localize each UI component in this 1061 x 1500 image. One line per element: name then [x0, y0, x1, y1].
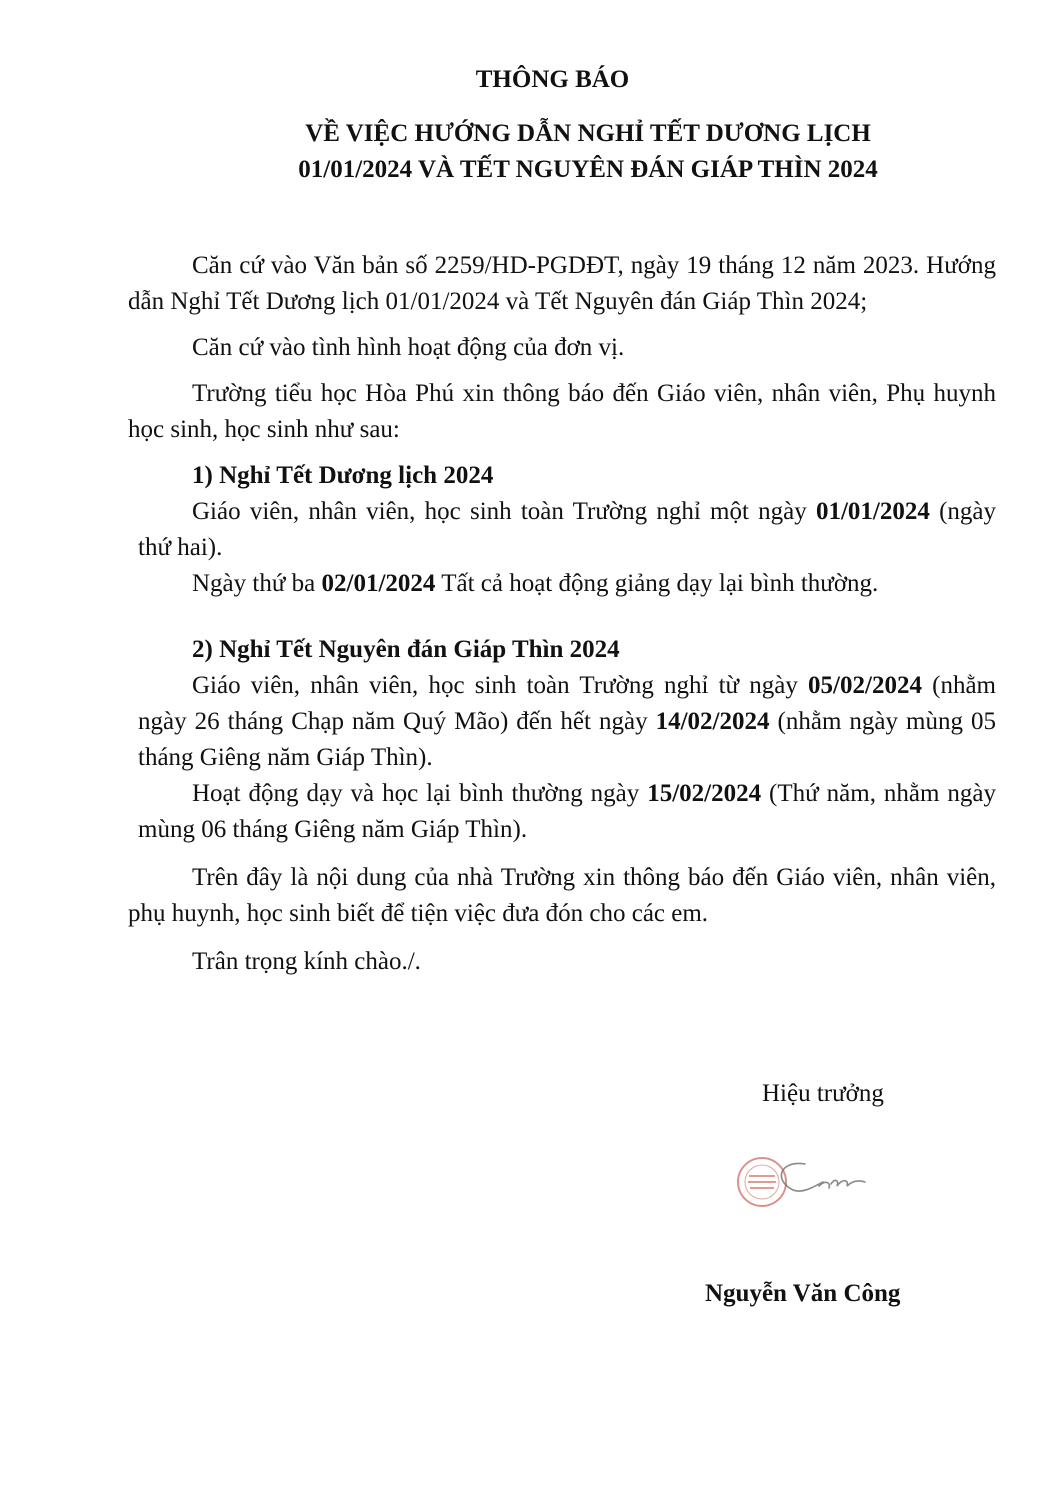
stamp-and-signature-icon	[735, 1152, 885, 1216]
section-1-line-2	[128, 566, 996, 602]
section-1-date-2: 02/01/2024	[321, 570, 436, 597]
section-1-line-1-text-b: (ngày thứ hai).	[138, 498, 996, 561]
document-title: THÔNG BÁO	[475, 66, 630, 93]
section-2-line-1-text-b: (nhằm ngày 26 tháng Chạp năm Quý Mão) đến hết ngày	[138, 672, 996, 735]
section-2-line-1	[128, 668, 996, 776]
signer-name: Nguyễn Văn Công	[705, 1280, 901, 1307]
section-2-line-2-text-b: (Thứ năm, nhằm ngày mùng 06 tháng Giêng năm Giáp Thìn).	[138, 780, 996, 843]
section-2-line-1-text-c: (nhằm ngày mùng 05 tháng Giêng năm Giáp Thìn).	[138, 708, 996, 771]
section-2-line-2	[128, 776, 996, 848]
red-stamp-icon	[738, 1158, 786, 1206]
closing-paragraph: Trên đây là nội dung của nhà Trường xin thông báo đến Giáo viên, nhân viên, phụ huynh, học sinh biết để tiện việc đưa đón cho các em.	[128, 864, 996, 927]
intro-paragraph-3: Trường tiểu học Hòa Phú xin thông báo đến Giáo viên, nhân viên, Phụ huynh học sinh, học sinh như sau:	[128, 380, 996, 443]
intro-paragraph-1: Căn cứ vào Văn bản số 2259/HD-PGDĐT, ngày 19 tháng 12 năm 2023. Hướng dẫn Nghỉ Tết Dương lịch 01/01/2024 và Tết Nguyên đán Giáp Thìn 2024;	[128, 252, 996, 315]
section-1-heading: 1) Nghỉ Tết Dương lịch 2024	[192, 462, 494, 489]
signer-role: Hiệu trưởng	[762, 1080, 884, 1107]
section-1-line-2-text-a: Ngày thứ ba	[192, 570, 322, 597]
section-1-line-2-text-b: Tất cả hoạt động giảng dạy lại bình thường.	[435, 570, 879, 597]
intro-paragraph-2: Căn cứ vào tình hình hoạt động của đơn vị.	[192, 334, 625, 361]
handwritten-signature-icon	[781, 1163, 865, 1191]
section-2-date-1: 05/02/2024	[808, 672, 922, 699]
document-subtitle-line2: 01/01/2024 VÀ TẾT NGUYÊN ĐÁN GIÁP THÌN 2024	[298, 156, 878, 183]
section-1-date-1: 01/01/2024	[815, 498, 930, 525]
section-1-line-1-text-a: Giáo viên, nhân viên, học sinh toàn Trường nghỉ một ngày	[192, 498, 816, 525]
closing-greeting: Trân trọng kính chào./.	[192, 948, 421, 975]
section-2-heading: 2) Nghỉ Tết Nguyên đán Giáp Thìn 2024	[192, 636, 620, 663]
document-subtitle-line1: VỀ VIỆC HƯỚNG DẪN NGHỈ TẾT DƯƠNG LỊCH	[305, 120, 871, 147]
section-2-date-2: 14/02/2024	[655, 708, 770, 735]
section-1-line-1	[128, 494, 996, 566]
document-body	[128, 248, 996, 980]
section-2-date-3: 15/02/2024	[647, 780, 762, 807]
title-block	[0, 62, 1061, 188]
section-2-line-2-text-a: Hoạt động dạy và học lại bình thường ngày	[192, 780, 648, 807]
section-2-line-1-text-a: Giáo viên, nhân viên, học sinh toàn Trường nghỉ từ ngày	[192, 672, 809, 699]
